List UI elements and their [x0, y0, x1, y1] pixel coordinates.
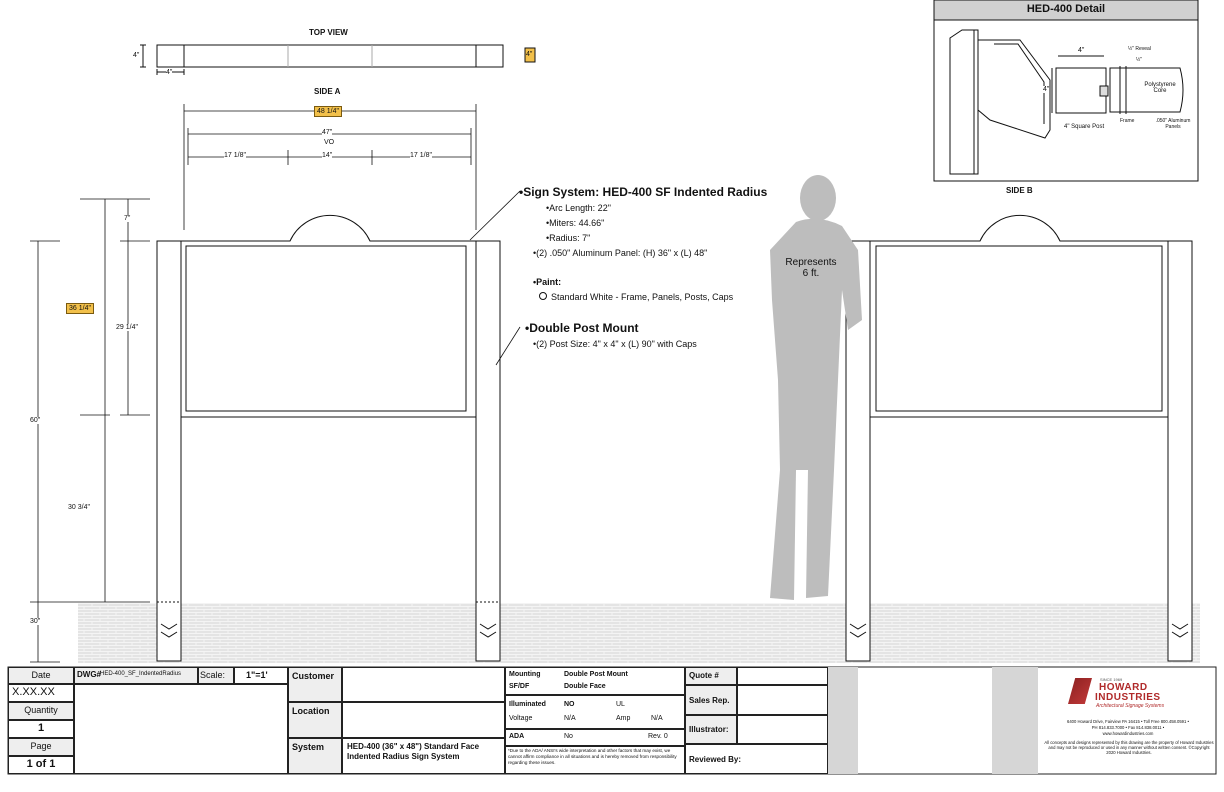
post-size-note: •(2) Post Size: 4" x 4" x (L) 90" with Caps: [533, 339, 697, 349]
detail-reveal: ½" Reveal: [1128, 46, 1151, 52]
detail-frame: Frame: [1120, 118, 1135, 124]
ada-label: ADA: [509, 733, 525, 740]
rev-label: Rev. 0: [648, 733, 668, 740]
sfdf-value: Double Face: [564, 683, 606, 690]
ul-label: UL: [616, 701, 625, 708]
title-grey-2: [992, 667, 1038, 774]
detail-dim-4a: 4": [1078, 47, 1085, 54]
radius-note: •Radius: 7": [546, 233, 591, 243]
page-label: Page: [30, 741, 52, 751]
reviewed-label: Reviewed By:: [689, 755, 742, 764]
mounting-value: Double Post Mount: [564, 671, 628, 678]
amp-value: N/A: [651, 715, 663, 722]
voltage-value: N/A: [564, 715, 576, 722]
dim-60: 60": [30, 417, 41, 424]
illustrator-label: Illustrator:: [689, 725, 729, 734]
company-small: SINCE 1969: [1100, 677, 1123, 682]
system-value-1: HED-400 (36" x 48") Standard Face: [347, 742, 480, 751]
overall-width-tag: 48 1/4": [314, 106, 342, 117]
mounting-label: Mounting: [509, 671, 541, 678]
date-value: X.XX.XX: [12, 686, 55, 698]
scale-label: Scale:: [200, 670, 226, 680]
sfdf-label: SF/DF: [509, 683, 530, 690]
dwg-value: HED-400_SF_IndentedRadius: [100, 671, 182, 677]
vo-label: VO: [324, 139, 335, 146]
panel-note: •(2) .050" Aluminum Panel: (H) 36" x (L) 48": [533, 248, 708, 258]
disclaimer: *Due to the ADA/ ANSI's wide interpretation and other factors that may exist, we cannot affirm compliance in all situations and is hereby removed from responsibility regarding these issues.: [508, 748, 677, 765]
page-value: 1 of 1: [26, 758, 56, 770]
arc-length-note: •Arc Length: 22": [546, 203, 611, 213]
miters-note: •Miters: 44.66": [546, 218, 605, 228]
illuminated-label: Illuminated: [509, 701, 546, 708]
top-post-dim-tag: 4": [526, 51, 533, 58]
company-name-2: INDUSTRIES: [1095, 692, 1161, 703]
company-name-1: HOWARD: [1099, 682, 1148, 693]
side-b-sign: [846, 215, 1192, 661]
side-b-label: SIDE B: [1006, 186, 1033, 195]
detail-square-post: 4" Square Post: [1064, 124, 1105, 130]
title-grey-1: [828, 667, 858, 774]
company-phone: PH 814.833.7000 • Fax 814.838.0011 •: [1091, 725, 1165, 730]
company-legal: All concepts and designs represented by this drawing are the property of Howard Industries and may not be reproduced or used in any manner without written consent. ©Copyright 2020 Howard Industries.: [1044, 740, 1214, 756]
dim-30: 30": [30, 618, 41, 625]
company-address: 6400 Howard Drive, Fairview PA 16415 • Toll Free 800.458.0591 •: [1067, 719, 1189, 724]
location-label: Location: [292, 706, 330, 716]
paint-value: Standard White - Frame, Panels, Posts, Caps: [539, 292, 733, 302]
company-tagline: Architectural Signage Systems: [1096, 703, 1165, 709]
ground-hatch: [78, 603, 1200, 663]
side-a-label: SIDE A: [314, 87, 341, 96]
represents-label: Represents 6 ft.: [785, 257, 837, 279]
sign-system-title: •Sign System: HED-400 SF Indented Radius: [519, 185, 768, 199]
system-value-2: Indented Radius Sign System: [347, 752, 460, 761]
dim-7: 7": [124, 215, 131, 222]
ada-value: No: [564, 733, 573, 740]
top-post-dim: 4": [133, 52, 140, 59]
system-label: System: [292, 742, 325, 752]
seg-right-dim: 17 1/8": [410, 152, 432, 159]
top-view-label: TOP VIEW: [309, 28, 348, 37]
quantity-label: Quantity: [24, 705, 58, 715]
paint-title: •Paint:: [533, 277, 562, 287]
vo-width: 47": [322, 129, 333, 136]
company-web: www.howardindustries.com: [1102, 731, 1154, 736]
seg-left-dim: 17 1/8": [224, 152, 246, 159]
dim-29: 29 1/4": [116, 324, 138, 331]
detail-aluminum: .050" Aluminum Panels: [1155, 118, 1191, 130]
dwg-label: DWG#: [77, 670, 101, 679]
quote-label: Quote #: [689, 671, 719, 680]
detail-small: ½": [1136, 57, 1142, 63]
dim-36-tag: 36 1/4": [66, 303, 94, 314]
voltage-label: Voltage: [509, 715, 533, 722]
amp-label: Amp: [616, 715, 631, 722]
mount-title: •Double Post Mount: [525, 321, 639, 335]
scale-value: 1"=1': [246, 670, 268, 680]
detail-title: HED-400 Detail: [1026, 3, 1106, 15]
customer-label: Customer: [292, 671, 335, 681]
illuminated-value: NO: [564, 701, 575, 708]
sales-label: Sales Rep.: [689, 696, 730, 705]
seg-mid-dim: 14": [322, 152, 333, 159]
detail-core: Polystyrene Core: [1144, 82, 1176, 94]
detail-dim-4b: 4": [1043, 86, 1050, 93]
date-label: Date: [31, 670, 51, 680]
top-post-width-dim: 4": [166, 69, 173, 76]
radio-circle-icon: [539, 292, 547, 300]
side-a-sign: [157, 215, 500, 661]
quantity-value: 1: [37, 722, 45, 734]
dim-30-34: 30 3/4": [68, 504, 90, 511]
top-view: [140, 45, 535, 75]
